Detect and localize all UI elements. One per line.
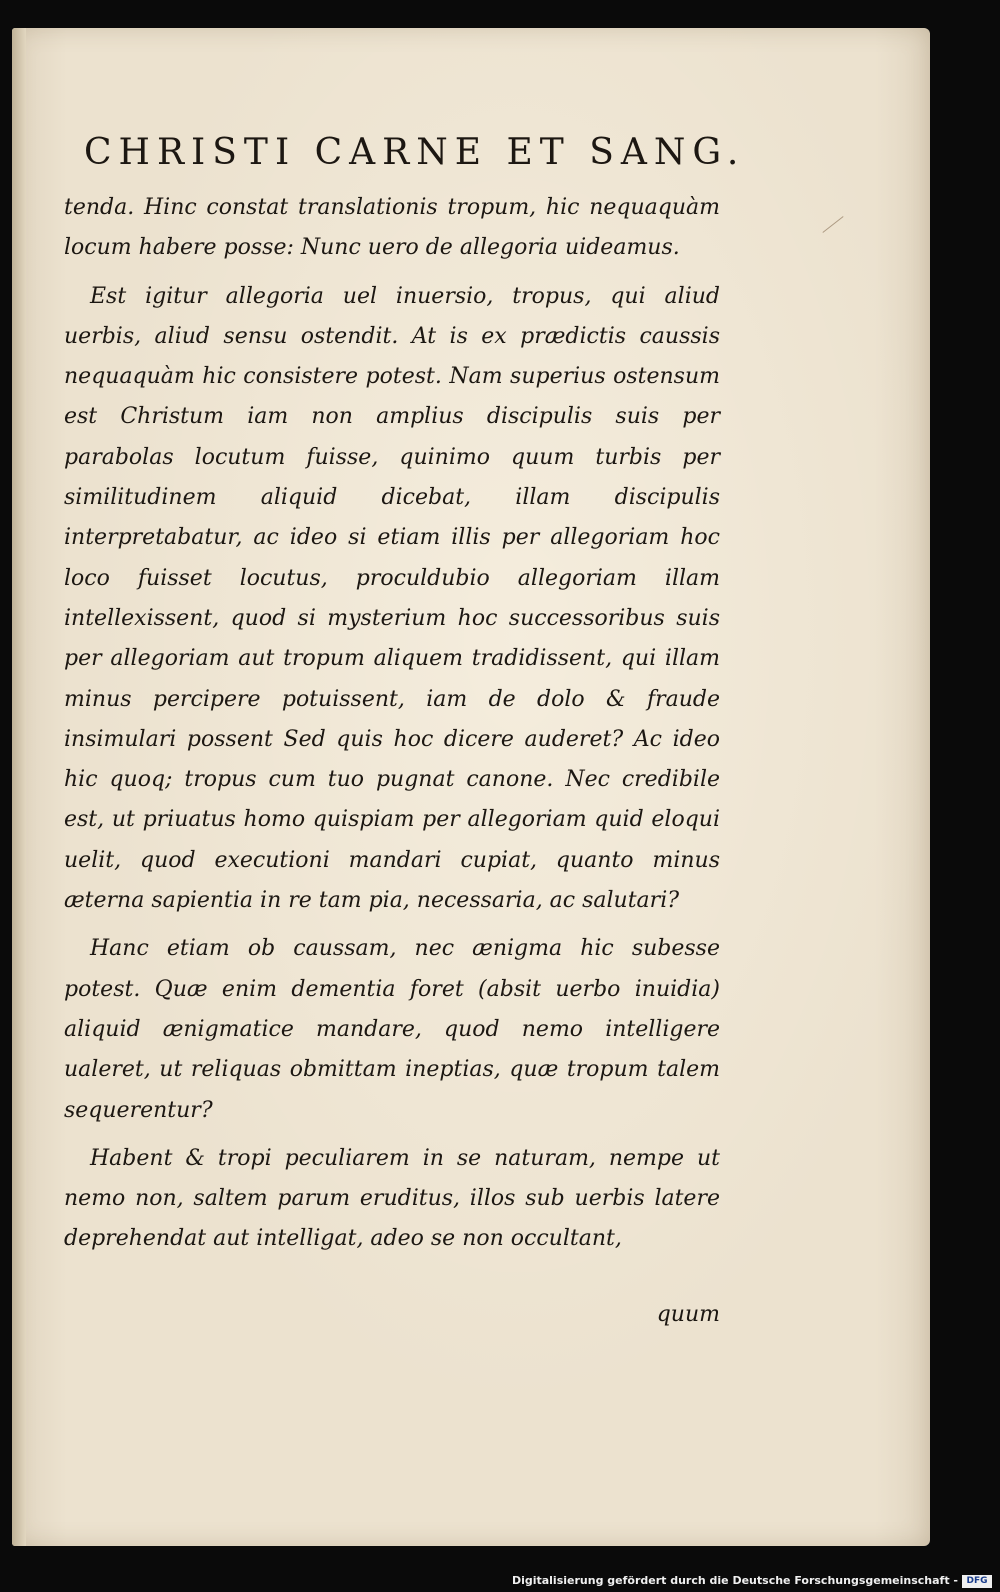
catchword: quum <box>656 1302 720 1327</box>
dfg-logo: DFG <box>962 1575 992 1588</box>
paragraph-4: Habent & tropi peculiarem in se naturam, nempe ut nemo non, saltem parum eruditus, illos sub uerbis latere deprehendat aut intelligat, adeo se non occultant, <box>64 1145 720 1252</box>
running-head: CHRISTI CARNE ET SANG. <box>84 132 746 173</box>
digitization-credit: Digitalisierung gefördert durch die Deutsche Forschungsgemeinschaft - <box>511 1574 958 1587</box>
paragraph-2: Est igitur allegoria uel inuersio, tropus, qui aliud uerbis, aliud sensu ostendit. At is ex prædictis caussis nequaquàm hic consistere potest. Nam superius ostensum est Christum iam non amplius discipulis suis per parabolas locutum fuisse, quinimo quum turbis per similitudinem aliquid dicebat, illam discipulis interpretabatur, ac ideo si etiam illis per allegoriam hoc loco fuisset locutus, proculdubio allegoriam illam intellexissent, quod si mysterium hoc successoribus suis per allegoriam aut tropum aliquem tradidissent, qui illam minus percipere potuissent, iam de dolo & fraude insimulari possent Sed quis hoc dicere auderet? Ac ideo hic quoq; tropus cum tuo pugnat canone. Nec credibile est, ut priuatus homo quispiam per allegoriam quid eloqui uelit, quod executioni mandari cupiat, quanto minus æterna sapientia in re tam pia, necessaria, ac salutari? <box>64 283 720 914</box>
paragraph-3: Hanc etiam ob caussam, nec ænigma hic subesse potest. Quæ enim dementia foret (absit uerbo inuidia) aliquid ænigmatice mandare, quod nemo intelligere ualeret, ut reliquas obmittam ineptias, quæ tropum talem sequerentur? <box>64 936 720 1123</box>
page-gutter <box>12 28 26 1546</box>
margin-pencil-mark <box>822 216 843 233</box>
paragraph-1: tenda. Hinc constat translationis tropum, hic nequaquàm locum habere posse: Nunc uero de allegoria uideamus. <box>64 195 720 261</box>
book-page <box>12 28 930 1546</box>
page-body-text <box>64 188 720 1268</box>
